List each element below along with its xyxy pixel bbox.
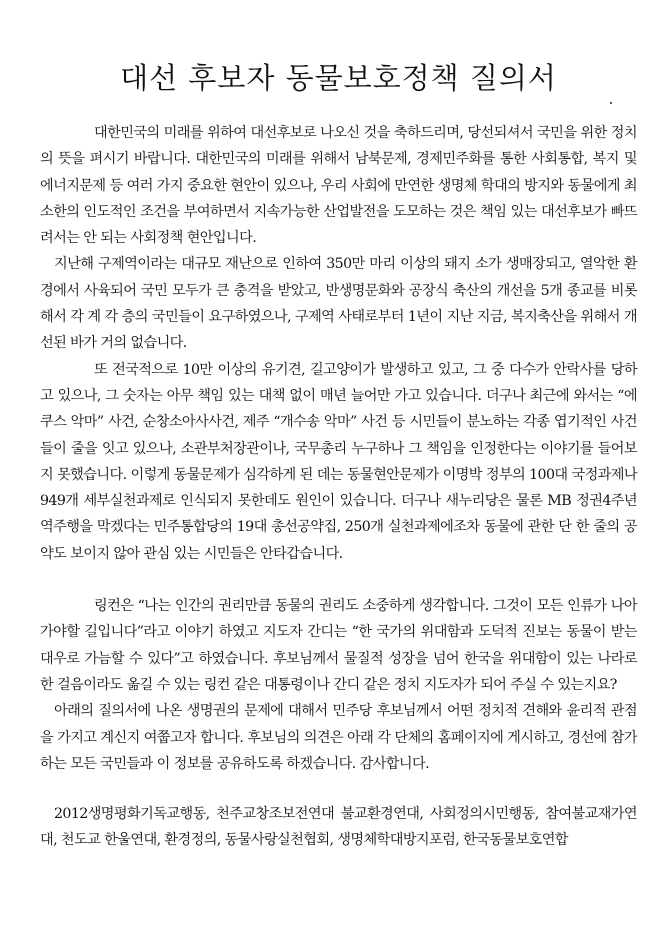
document-title: 대선 후보자 동물보호정책 질의서: [120, 61, 557, 95]
stray-mark: [610, 102, 612, 104]
paragraph-lincoln-gandhi: 링컨은 “나는 인간의 권리만큼 동물의 권리도 소중하게 생각합니다. 그것이 모든 인류가 나아가야할 길입니다”라고 이야기 하였고 지도자 간디는 “한 국가의 위대함과 도덕적 진보는 동물이 받는 대우로 가늠할 수 있다”고 하였습니다. 후보님께서 물질적 성장을 넘어 한국을 위대함이 있는 나라로 한 걸음이라도 옮길 수 있는 링컨 같은 대통령이나 간디 같은 정치 지도자가 되어 주실 수 있는지요?: [40, 598, 637, 693]
paragraph-intro: 대한민국의 미래를 위하여 대선후보로 나오신 것을 축하드리며, 당선되셔서 국민을 위한 정치의 뜻을 펴시기 바랍니다. 대한민국의 미래를 위해서 남북문제, 경제민주화를 통한 사회통합, 복지 및 에너지문제 등 여러 가지 중요한 현안이 있으나, 우리 사회에 만연한 생명체 학대의 방지와 동물에게 최소한의 인도적인 조건을 부여하면서 지속가능한 산업발전을 도모하는 것은 책임 있는 대선후보가 빠뜨려서는 안 되는 사회정책 현안입니다.: [40, 125, 637, 247]
paragraph-foot-and-mouth: 지난해 구제역이라는 대규모 재난으로 인하여 350만 마리 이상의 돼지 소가 생매장되고, 열악한 환경에서 사육되어 국민 모두가 큰 충격을 받았고, 반생명문화와 공장식 축산의 개선을 5개 종교를 비롯해서 각 계 각 층의 국민들이 요구하였으나, 구제역 사태로부터 1년이 지난 지금, 복지축산을 위해서 개선된 바가 거의 없습니다.: [40, 256, 637, 352]
paragraph-stray-animals: 또 전국적으로 10만 이상의 유기견, 길고양이가 발생하고 있고, 그 중 다수가 안락사를 당하고 있으나, 그 숫자는 아무 책임 있는 대책 없이 매년 늘어만 가고 있습니다. 더구나 최근에 와서는 “에쿠스 악마” 사건, 순창소아사사건, 제주 “개수송 악마” 사건 등 시민들이 분노하는 각종 엽기적인 사건들이 줄을 잇고 있으나, 소관부처장관이나, 국무총리 누구하나 그 책임을 인정한다는 이야기를 들어보지 못했습니다. 이렇게 동물문제가 심각하게 된 데는 동물현안문제가 이명박 정부의 100대 국정과제나 949개 세부실천과제로 인식되지 못한데도 원인이 있습니다. 더구나 새누리당은 물론 MB 정권4주년 역주행을 막겠다는 민주통합당의 19대 총선공약집, 250개 실천과제에조차 동물에 관한 단 한 줄의 공약도 보이지 않아 관심 있는 시민들은 안타갑습니다.: [40, 361, 637, 562]
document-body: [40, 120, 637, 854]
paragraph-questionnaire: 아래의 질의서에 나온 생명권의 문제에 대해서 민주당 후보님께서 어떤 정치적 견해와 윤리적 관점을 가지고 계신지 여쭙고자 합니다. 후보님의 의견은 아래 각 단체의 홈페이지에 게시하고, 경선에 참가하는 모든 국민들과 이 정보를 공유하도록 하겠습니다. 감사합니다.: [40, 703, 637, 772]
paragraph-organizations: 2012생명평화기독교행동, 천주교창조보전연대 불교환경연대, 사회정의시민행동, 참여불교재가연대, 천도교 한울연대, 환경정의, 동물사랑실천협회, 생명체학대방지포럼, 한국동물보호연합: [40, 806, 637, 849]
